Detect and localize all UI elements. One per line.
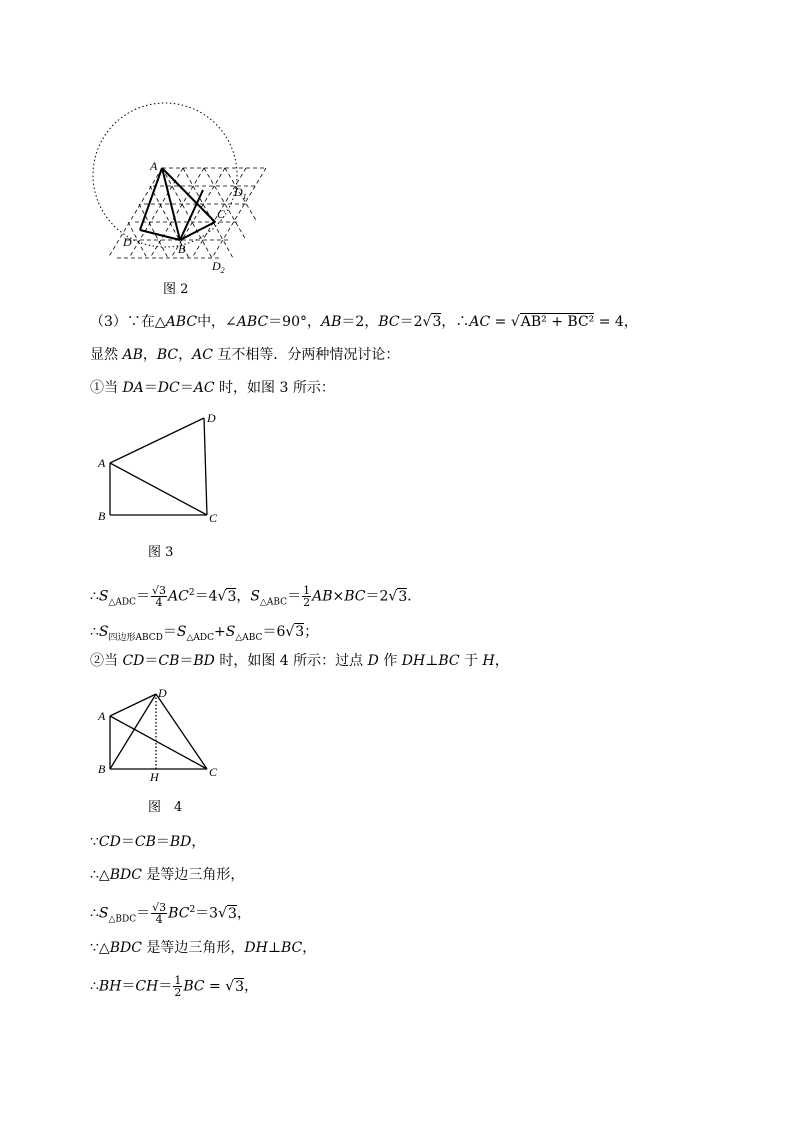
label-D: D — [158, 686, 167, 700]
label-H: H — [150, 770, 159, 784]
line-4: $\therefore S_{\triangle ADC}=$ $\frac{√3}{4}$ $AC^2=4√3$，$S_{\triangle ABC}=$ $\frac{1}{2}$ AB×BC＝2√3． — [90, 584, 422, 610]
line-10: ∵△BDC 是等边三角形，DH⊥BC， — [90, 940, 317, 956]
label-C: C — [217, 207, 226, 221]
label-D: D — [207, 411, 216, 425]
label-A: A — [98, 456, 106, 470]
figure-2-caption: 图 2 — [163, 282, 189, 297]
label-A: A — [98, 709, 106, 723]
label-D: D — [123, 235, 132, 249]
triangular-grid — [108, 168, 266, 258]
label-A: A — [150, 159, 158, 173]
line-2: 显然 AB，BC，AC 互不相等．分两种情况讨论： — [90, 347, 400, 363]
label-D1: $D_1$ — [234, 185, 247, 201]
line-3: ①当 DA＝DC＝AC 时，如图 3 所示： — [90, 380, 335, 396]
figure-3 — [90, 405, 230, 535]
figure-2 — [90, 100, 290, 280]
dotted-circle — [93, 103, 237, 247]
line-6: ②当 CD＝CB＝BD 时，如图 4 所示：过点 D 作 DH⊥BC 于 H， — [90, 653, 509, 669]
figure-3-caption: 图 3 — [148, 545, 174, 560]
label-C: C — [209, 765, 218, 779]
line-5: $\therefore S_{四边形ABCD}=S_{\triangle ADC}+S_{\triangle ABC}=6√3$； — [90, 624, 319, 643]
line-8: ∴△BDC 是等边三角形， — [90, 867, 245, 883]
line-11: ∴BH＝CH＝ $\frac{1}{2}$ BC = √3， — [90, 974, 259, 999]
line-9: $\therefore S_{\triangle BDC}=$ $\frac{√3}{4}$ $BC^2=3√3$， — [90, 901, 251, 927]
figure-4 — [90, 682, 230, 787]
label-B: B — [98, 509, 106, 523]
line-1: （3）∵在△ABC中，∠ABC＝90°，AB＝2，BC＝2√3，∴AC = √AB² + BC² = 4， — [90, 314, 638, 330]
figure-4-caption: 图 4 — [148, 800, 183, 815]
label-B: B — [178, 242, 186, 256]
line-7: ∵CD＝CB＝BD， — [90, 834, 206, 850]
label-D2: $D_2$ — [212, 259, 225, 275]
label-B: B — [98, 762, 106, 776]
label-C: C — [209, 511, 218, 525]
